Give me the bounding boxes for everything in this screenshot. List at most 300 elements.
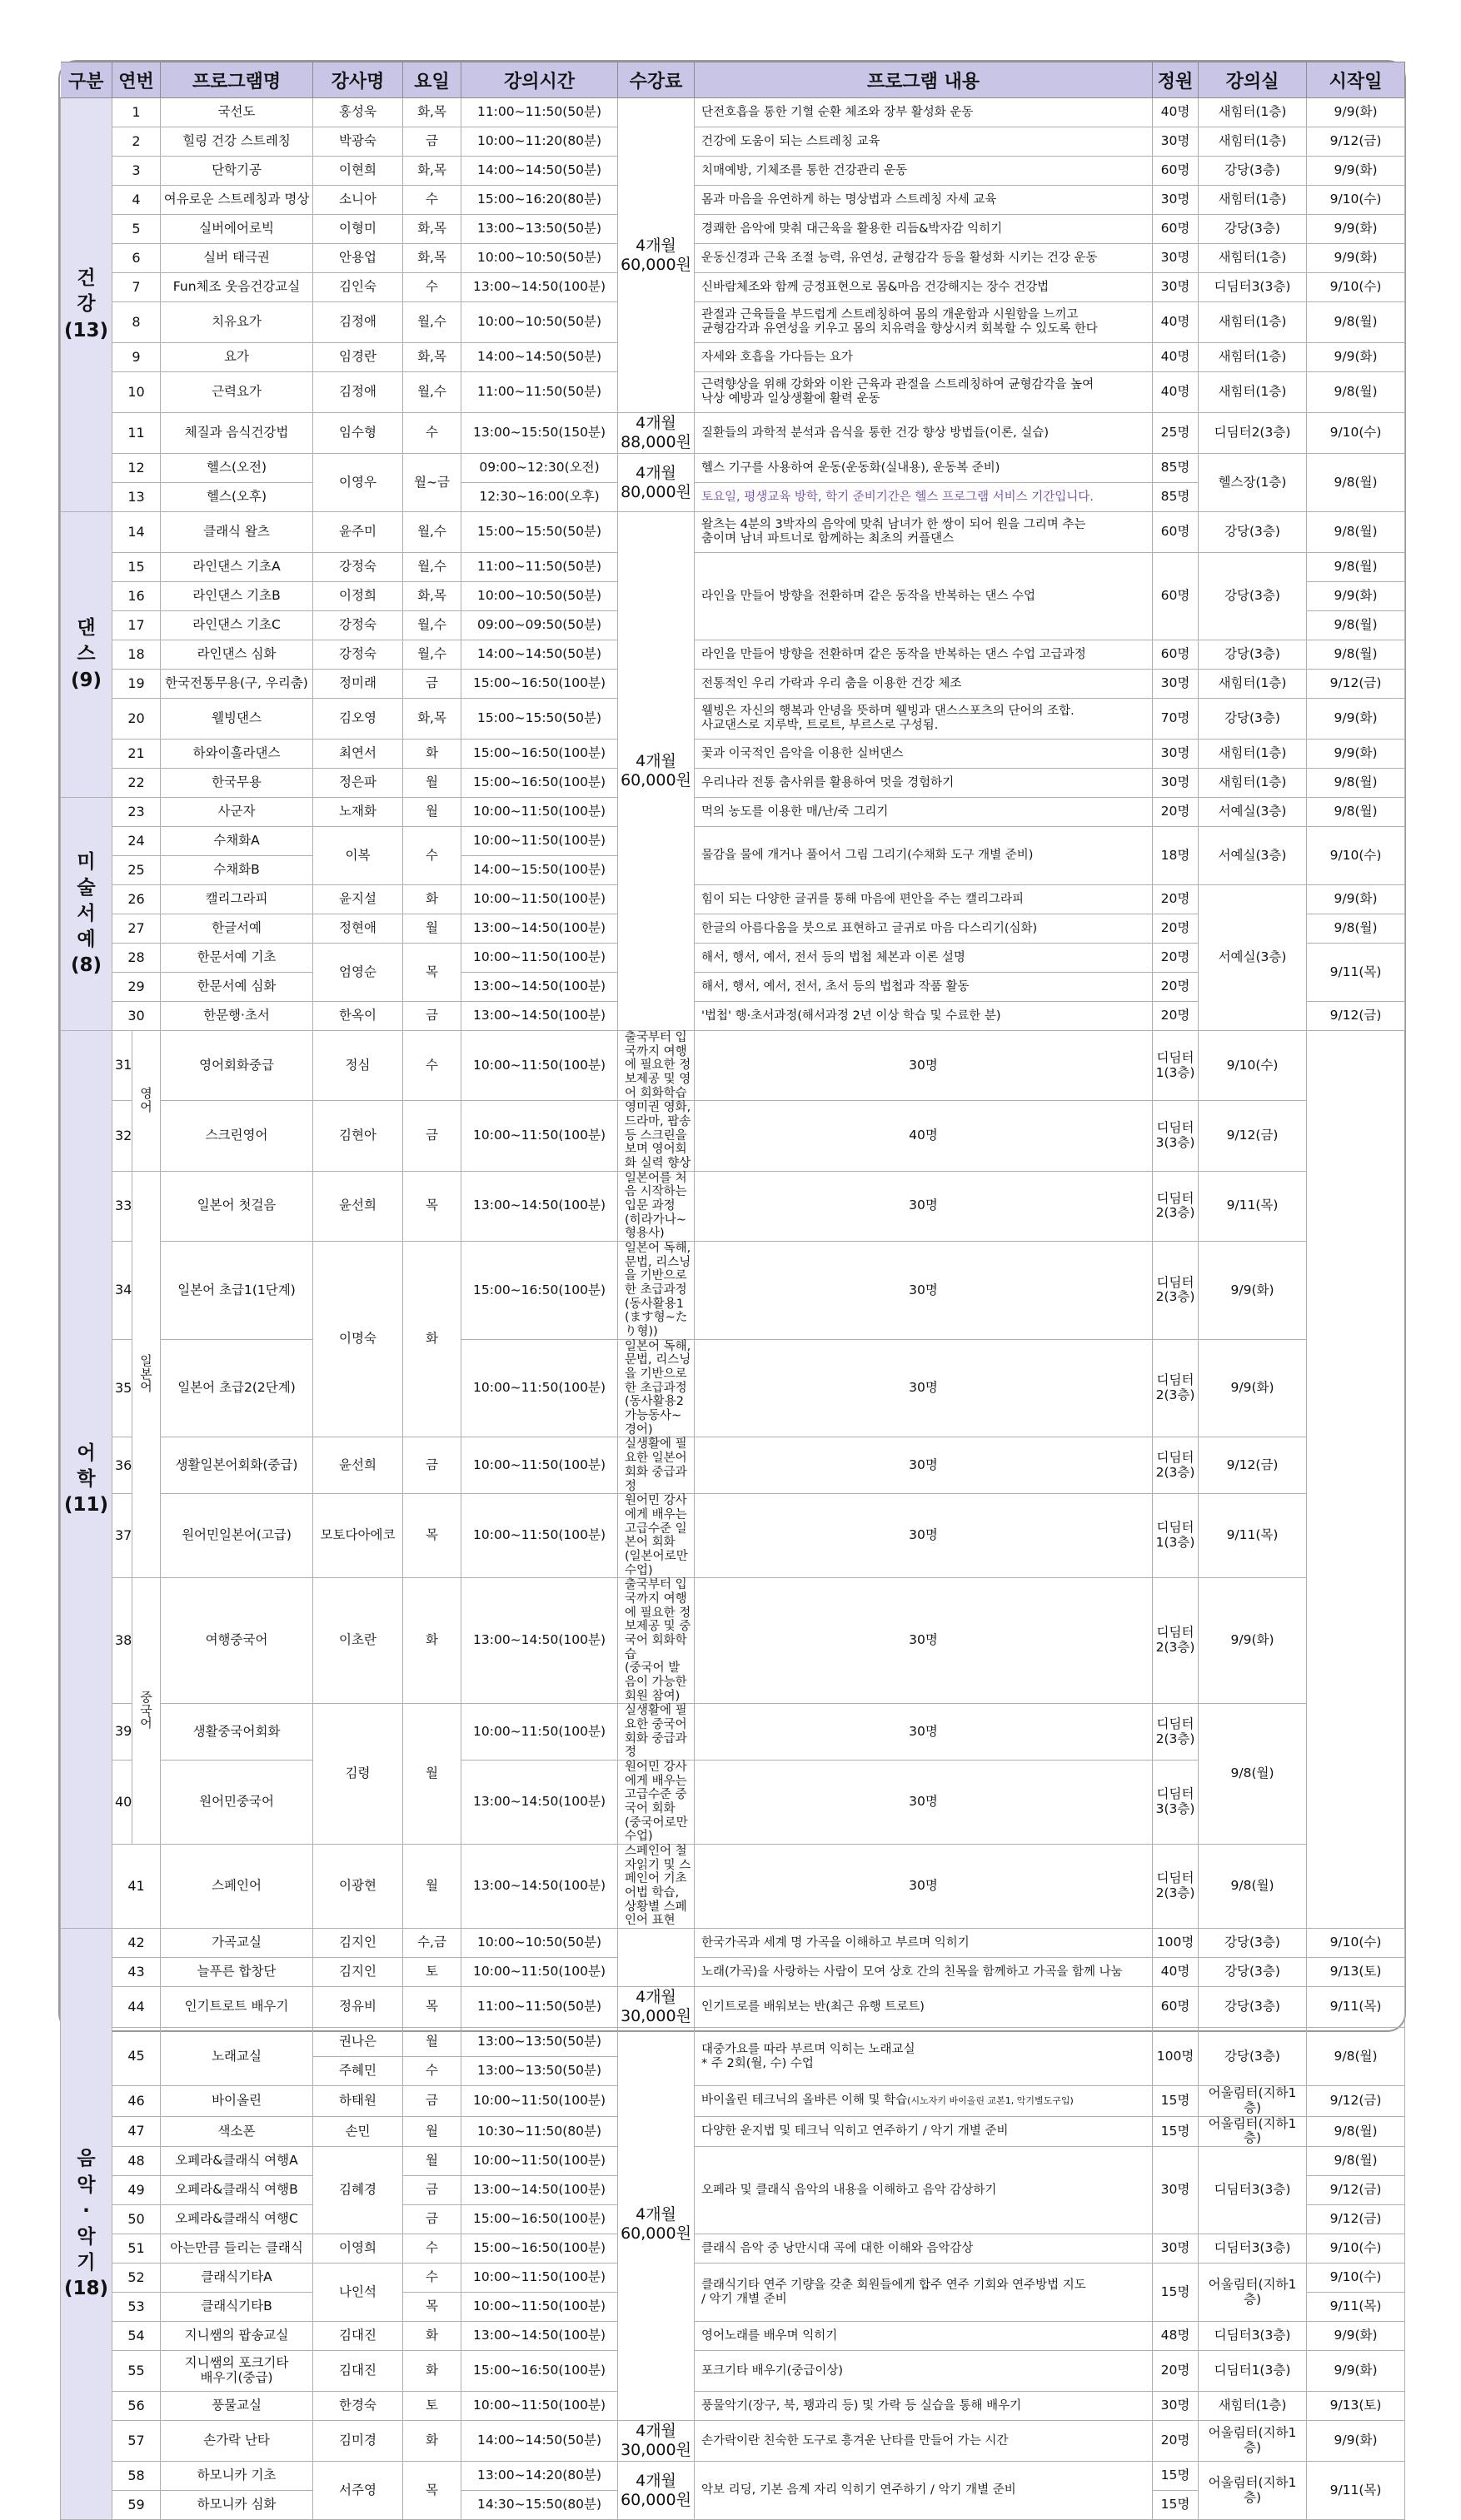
description: 손가락이란 친숙한 도구로 흥겨운 난타를 만들어 가는 시간 <box>695 2421 1153 2462</box>
capacity: 40명 <box>1153 1958 1199 1987</box>
instructor: 정은파 <box>313 769 403 798</box>
day: 화 <box>403 1578 461 1704</box>
room: 강당(3층) <box>1199 640 1307 670</box>
program-name: Fun체조 웃음건강교실 <box>161 273 313 302</box>
description: 자세와 호흡을 가다듬는 요가 <box>695 343 1153 372</box>
time: 11:00~11:50(50분) <box>461 372 618 413</box>
program-name: 지니쌤의 팝송교실 <box>161 2322 313 2351</box>
capacity: 40명 <box>695 1101 1153 1171</box>
start-date: 9/9(화) <box>1307 582 1405 611</box>
start-date: 9/8(월) <box>1307 553 1405 582</box>
program-name: 오페라&클래식 여행C <box>161 2205 313 2234</box>
start-date: 9/8(월) <box>1307 769 1405 798</box>
row-number: 28 <box>112 944 161 973</box>
program-name: 손가락 난타 <box>161 2421 313 2462</box>
start-date: 9/9(화) <box>1307 2351 1405 2392</box>
description: 영미권 영화, 드라마, 팝송 등 스크린을 보며 영어회화 실력 향상 <box>618 1101 695 1171</box>
row-number: 35 <box>112 1339 132 1437</box>
instructor: 정유비 <box>313 1987 403 2028</box>
row-number: 2 <box>112 127 161 157</box>
program-name: 헬스(오후) <box>161 483 313 512</box>
time: 14:00~14:50(50분) <box>461 640 618 670</box>
capacity: 20명 <box>1153 885 1199 914</box>
capacity: 30명 <box>695 1242 1153 1340</box>
time: 10:00~11:50(100분) <box>461 2264 618 2293</box>
program-name: 가곡교실 <box>161 1929 313 1958</box>
program-name: 하와이훌라댄스 <box>161 740 313 769</box>
table-row <box>61 1101 1405 1171</box>
row-number: 17 <box>112 611 161 640</box>
program-name: 오페라&클래식 여행A <box>161 2147 313 2176</box>
day: 화 <box>403 2421 461 2462</box>
row-number: 20 <box>112 699 161 740</box>
description: 왈츠는 4분의 3박자의 음악에 맞춰 남녀가 한 쌍이 되어 원을 그리며 추는 춤이며 남녀 파트너로 함께하는 최초의 커플댄스 <box>695 512 1153 553</box>
time: 13:00~14:50(100분) <box>461 1002 618 1031</box>
start-date: 9/8(월) <box>1307 2116 1405 2147</box>
description-notice: 토요일, 평생교육 방학, 학기 준비기간은 헬스 프로그램 서비스 기간입니다. <box>695 483 1153 512</box>
day: 화,목 <box>403 98 461 127</box>
room: 어울림터(지하1층) <box>1199 2421 1307 2462</box>
row-number: 40 <box>112 1760 132 1844</box>
program-name: 실버에어로빅 <box>161 215 313 244</box>
row-number: 8 <box>112 302 161 343</box>
start-date: 9/8(월) <box>1307 914 1405 944</box>
start-date: 9/11(목) <box>1307 2462 1405 2520</box>
instructor: 노재화 <box>313 798 403 827</box>
row-number: 36 <box>112 1437 132 1494</box>
start-date: 9/9(화) <box>1307 343 1405 372</box>
table-body <box>61 98 1405 2520</box>
capacity: 60명 <box>1153 553 1199 640</box>
start-date: 9/9(화) <box>1307 740 1405 769</box>
start-date: 9/9(화) <box>1199 1339 1307 1437</box>
program-name: 원어민일본어(고급) <box>161 1494 313 1578</box>
row-number: 25 <box>112 856 161 885</box>
day: 금 <box>403 1437 461 1494</box>
table-row <box>61 244 1405 273</box>
day: 월,수 <box>403 640 461 670</box>
program-name: 한문서예 심화 <box>161 973 313 1002</box>
description: 운동신경과 근육 조절 능력, 유연성, 균형감각 등을 활성화 시키는 건강 운동 <box>695 244 1153 273</box>
instructor: 김오영 <box>313 699 403 740</box>
description: 물감을 물에 개거나 풀어서 그림 그리기(수채화 도구 개별 준비) <box>695 827 1153 885</box>
course-schedule-table-frame <box>58 60 1406 2513</box>
room: 디딤터2(3층) <box>1153 1704 1199 1761</box>
capacity: 30명 <box>695 1171 1153 1241</box>
room: 새힘터(1층) <box>1199 740 1307 769</box>
capacity: 30명 <box>695 1844 1153 1928</box>
category-art: 미 술 서 예 (8) <box>61 798 112 1031</box>
table-row <box>61 343 1405 372</box>
room: 새힘터(1층) <box>1199 670 1307 699</box>
table-row <box>61 215 1405 244</box>
table-row <box>61 827 1405 856</box>
capacity: 100명 <box>1153 1929 1199 1958</box>
time: 15:00~16:50(100분) <box>461 2205 618 2234</box>
table-row <box>61 2234 1405 2264</box>
day: 목 <box>403 1494 461 1578</box>
day: 월 <box>403 1704 461 1845</box>
table-row <box>61 127 1405 157</box>
day: 금 <box>403 2086 461 2117</box>
program-name: 헬스(오전) <box>161 454 313 483</box>
time: 10:00~11:50(100분) <box>461 2293 618 2322</box>
row-number: 16 <box>112 582 161 611</box>
time: 10:00~11:50(100분) <box>461 885 618 914</box>
instructor: 윤지설 <box>313 885 403 914</box>
table-row <box>61 769 1405 798</box>
row-number: 37 <box>112 1494 132 1578</box>
day: 화,목 <box>403 699 461 740</box>
start-date: 9/10(수) <box>1307 273 1405 302</box>
day: 수 <box>403 186 461 215</box>
time: 15:00~16:20(80분) <box>461 186 618 215</box>
start-date: 9/11(목) <box>1307 2293 1405 2322</box>
instructor: 강정숙 <box>313 553 403 582</box>
header-capacity: 정원 <box>1153 62 1199 98</box>
description: 근력향상을 위해 강화와 이완 근육과 관절을 스트레칭하여 균형감각을 높여 낙상 예방과 일상생활에 활력 운동 <box>695 372 1153 413</box>
description: 꽃과 이국적인 음악을 이용한 실버댄스 <box>695 740 1153 769</box>
description: 웰빙은 자신의 행복과 안녕을 뜻하며 웰빙과 댄스스포츠의 단어의 조합. 사교댄스로 지루박, 트로트, 부르스로 구성됨. <box>695 699 1153 740</box>
instructor: 이영우 <box>313 454 403 512</box>
row-number: 32 <box>112 1101 132 1171</box>
time: 10:00~10:50(50분) <box>461 1929 618 1958</box>
description: 원어민 강사에게 배우는 고급수준 일본어 회화(일본어로만 수업) <box>618 1494 695 1578</box>
start-date: 9/8(월) <box>1307 2147 1405 2176</box>
instructor: 권나은 <box>313 2028 403 2057</box>
row-number: 21 <box>112 740 161 769</box>
day: 월 <box>403 2116 461 2147</box>
capacity: 30명 <box>1153 2392 1199 2421</box>
room: 강당(3층) <box>1199 1958 1307 1987</box>
program-name: 힐링 건강 스트레칭 <box>161 127 313 157</box>
row-number: 54 <box>112 2322 161 2351</box>
program-name: 사군자 <box>161 798 313 827</box>
row-number: 53 <box>112 2293 161 2322</box>
capacity: 60명 <box>1153 215 1199 244</box>
description: 출국부터 입국까지 여행에 필요한 정보제공 및 영어 회화학습 <box>618 1031 695 1101</box>
row-number: 23 <box>112 798 161 827</box>
table-row <box>61 670 1405 699</box>
start-date: 9/11(목) <box>1199 1494 1307 1578</box>
room: 강당(3층) <box>1199 157 1307 186</box>
start-date: 9/8(월) <box>1307 2028 1405 2086</box>
capacity: 30명 <box>1153 2234 1199 2264</box>
table-row <box>61 553 1405 582</box>
fee: 4개월 30,000원 <box>618 1987 695 2028</box>
description: 먹의 농도를 이용한 매/난/죽 그리기 <box>695 798 1153 827</box>
row-number: 57 <box>112 2421 161 2462</box>
instructor: 임경란 <box>313 343 403 372</box>
capacity: 15명 <box>1153 2264 1199 2322</box>
room: 새힘터(1층) <box>1199 244 1307 273</box>
start-date: 9/8(월) <box>1199 1844 1307 1928</box>
header-fee: 수강료 <box>618 62 695 98</box>
room: 새힘터(1층) <box>1199 98 1307 127</box>
start-date: 9/10(수) <box>1307 827 1405 885</box>
row-number: 43 <box>112 1958 161 1987</box>
row-number: 55 <box>112 2351 161 2392</box>
row-number: 47 <box>112 2116 161 2147</box>
start-date: 9/13(토) <box>1307 1958 1405 1987</box>
row-number: 41 <box>112 1844 161 1928</box>
capacity: 20명 <box>1153 2351 1199 2392</box>
day: 화,목 <box>403 157 461 186</box>
start-date: 9/8(월) <box>1307 454 1405 512</box>
start-date: 9/9(화) <box>1199 1578 1307 1704</box>
program-name: 늘푸른 합창단 <box>161 1958 313 1987</box>
start-date: 9/12(금) <box>1307 2086 1405 2117</box>
capacity: 25명 <box>1153 413 1199 454</box>
time: 10:00~10:50(50분) <box>461 582 618 611</box>
instructor: 김혜경 <box>313 2147 403 2234</box>
start-date: 9/9(화) <box>1199 1242 1307 1340</box>
row-number: 22 <box>112 769 161 798</box>
day: 금 <box>403 2205 461 2234</box>
room: 어울림터(지하1층) <box>1199 2264 1307 2322</box>
instructor: 안용업 <box>313 244 403 273</box>
time: 09:00~12:30(오전) <box>461 454 618 483</box>
room: 디딤터2(3층) <box>1153 1578 1199 1704</box>
description: 라인을 만들어 방향을 전환하며 같은 동작을 반복하는 댄스 수업 고급과정 <box>695 640 1153 670</box>
room: 어울림터(지하1층) <box>1199 2462 1307 2520</box>
start-date: 9/11(목) <box>1307 944 1405 1002</box>
start-date: 9/12(금) <box>1199 1101 1307 1171</box>
day: 월,수 <box>403 611 461 640</box>
capacity: 100명 <box>1153 2028 1199 2086</box>
capacity: 85명 <box>1153 483 1199 512</box>
row-number: 58 <box>112 2462 161 2491</box>
instructor: 손민 <box>313 2116 403 2147</box>
fee: 4개월 60,000원 <box>618 2462 695 2520</box>
instructor: 정현애 <box>313 914 403 944</box>
capacity: 30명 <box>1153 127 1199 157</box>
room: 디딤터1(3층) <box>1199 2351 1307 2392</box>
fee: 4개월 88,000원 <box>618 413 695 454</box>
start-date: 9/10(수) <box>1307 413 1405 454</box>
day: 수 <box>403 2234 461 2264</box>
capacity: 40명 <box>1153 98 1199 127</box>
table-row <box>61 740 1405 769</box>
start-date: 9/13(토) <box>1307 2392 1405 2421</box>
program-name: 실버 태극권 <box>161 244 313 273</box>
table-row <box>61 186 1405 215</box>
instructor: 정심 <box>313 1031 403 1101</box>
capacity: 18명 <box>1153 827 1199 885</box>
row-number: 6 <box>112 244 161 273</box>
instructor: 이정희 <box>313 582 403 611</box>
capacity: 15명 <box>1153 2491 1199 2520</box>
capacity: 20명 <box>1153 798 1199 827</box>
table-row <box>61 1704 1405 1761</box>
description: 실생활에 필요한 중국어 회화 중급과정 <box>618 1704 695 1761</box>
header-description: 프로그램 내용 <box>695 62 1153 98</box>
time: 10:00~11:50(100분) <box>461 1101 618 1171</box>
time: 10:00~11:50(100분) <box>461 944 618 973</box>
room: 디딤터1(3층) <box>1153 1031 1199 1101</box>
program-name: 하모니카 기초 <box>161 2462 313 2491</box>
description: 해서, 행서, 예서, 전서, 초서 등의 법첩과 작품 활동 <box>695 973 1153 1002</box>
row-number: 12 <box>112 454 161 483</box>
room: 디딤터3(3층) <box>1153 1760 1199 1844</box>
table-row <box>61 98 1405 127</box>
row-number: 56 <box>112 2392 161 2421</box>
capacity: 48명 <box>1153 2322 1199 2351</box>
day: 목 <box>403 944 461 1002</box>
table-row <box>61 885 1405 914</box>
description: 원어민 강사에게 배우는 고급수준 중국어 회화(중국어로만 수업) <box>618 1760 695 1844</box>
capacity: 60명 <box>1153 157 1199 186</box>
day: 월,수 <box>403 553 461 582</box>
time: 15:00~16:50(100분) <box>461 740 618 769</box>
start-date: 9/12(금) <box>1307 670 1405 699</box>
capacity: 30명 <box>695 1704 1153 1761</box>
description: 포크기타 배우기(중급이상) <box>695 2351 1153 2392</box>
row-number: 18 <box>112 640 161 670</box>
program-name: 클래식 왈츠 <box>161 512 313 553</box>
program-name: 일본어 초급2(2단계) <box>161 1339 313 1437</box>
room: 디딤터3(3층) <box>1199 273 1307 302</box>
start-date: 9/10(수) <box>1307 186 1405 215</box>
row-number: 31 <box>112 1031 132 1101</box>
row-number: 4 <box>112 186 161 215</box>
time: 13:00~15:50(150분) <box>461 413 618 454</box>
time: 10:00~11:50(100분) <box>461 1031 618 1101</box>
row-number: 29 <box>112 973 161 1002</box>
description: 전통적인 우리 가락과 우리 춤을 이용한 건강 체조 <box>695 670 1153 699</box>
table-row <box>61 2028 1405 2057</box>
time: 14:00~14:50(50분) <box>461 343 618 372</box>
time: 11:00~11:50(50분) <box>461 98 618 127</box>
row-number: 39 <box>112 1704 132 1761</box>
day: 수 <box>403 1031 461 1101</box>
instructor: 임수형 <box>313 413 403 454</box>
program-name: 라인댄스 기초B <box>161 582 313 611</box>
table-row <box>61 1929 1405 1958</box>
time: 13:00~14:50(100분) <box>461 1171 618 1241</box>
row-number: 13 <box>112 483 161 512</box>
description: 단전호흡을 통한 기혈 순환 체조와 장부 활성화 운동 <box>695 98 1153 127</box>
capacity: 20명 <box>1153 973 1199 1002</box>
subcategory-chinese: 중 국 어 <box>132 1578 161 1845</box>
time: 13:00~14:50(100분) <box>461 273 618 302</box>
start-date: 9/12(금) <box>1307 2176 1405 2205</box>
start-date: 9/9(화) <box>1307 699 1405 740</box>
capacity: 40명 <box>1153 302 1199 343</box>
start-date: 9/12(금) <box>1199 1437 1307 1494</box>
room: 디딤터3(3층) <box>1199 2147 1307 2234</box>
day: 금 <box>403 670 461 699</box>
room: 디딤터2(3층) <box>1153 1844 1199 1928</box>
time: 10:00~10:50(50분) <box>461 302 618 343</box>
description: 영어노래를 배우며 익히기 <box>695 2322 1153 2351</box>
room: 강당(3층) <box>1199 2028 1307 2086</box>
row-number: 1 <box>112 98 161 127</box>
row-number: 59 <box>112 2491 161 2520</box>
program-name: 색소폰 <box>161 2116 313 2147</box>
table-row <box>61 372 1405 413</box>
program-name: 일본어 초급1(1단계) <box>161 1242 313 1340</box>
table-row <box>61 2351 1405 2392</box>
description: 노래(가곡)을 사랑하는 사람이 모여 상호 간의 친목을 함께하고 가곡을 함께 나눔 <box>695 1958 1153 1987</box>
description: 한글의 아름다움을 붓으로 표현하고 글귀로 마음 다스리기(심화) <box>695 914 1153 944</box>
time: 13:00~14:50(100분) <box>461 1844 618 1928</box>
instructor: 윤주미 <box>313 512 403 553</box>
room: 서예실(3층) <box>1199 885 1307 1031</box>
row-number: 50 <box>112 2205 161 2234</box>
capacity: 30명 <box>1153 186 1199 215</box>
fee: 4개월 60,000원 <box>618 512 695 1031</box>
capacity: 60명 <box>1153 1987 1199 2028</box>
time: 10:00~11:50(100분) <box>461 2392 618 2421</box>
table-row <box>61 1437 1405 1494</box>
row-number: 45 <box>112 2028 161 2086</box>
time: 15:00~16:50(100분) <box>461 670 618 699</box>
table-row <box>61 2462 1405 2491</box>
start-date: 9/10(수) <box>1307 1929 1405 1958</box>
start-date: 9/9(화) <box>1307 98 1405 127</box>
day: 월 <box>403 2147 461 2176</box>
description: 일본어를 처음 시작하는 입문 과정(히라가나~형용사) <box>618 1171 695 1241</box>
capacity: 20명 <box>1153 944 1199 973</box>
day: 화 <box>403 2322 461 2351</box>
capacity: 20명 <box>1153 2421 1199 2462</box>
program-name: 여행중국어 <box>161 1578 313 1704</box>
description: 실생활에 필요한 일본어 회화 중급과정 <box>618 1437 695 1494</box>
description: 대중가요를 따라 부르며 익히는 노래교실 * 주 2회(월, 수) 수업 <box>695 2028 1153 2086</box>
start-date: 9/8(월) <box>1307 372 1405 413</box>
capacity: 30명 <box>1153 670 1199 699</box>
subcategory-english: 영 어 <box>132 1031 161 1172</box>
header-room: 강의실 <box>1199 62 1307 98</box>
description: 라인을 만들어 방향을 전환하며 같은 동작을 반복하는 댄스 수업 <box>695 553 1153 640</box>
room: 디딤터2(3층) <box>1199 413 1307 454</box>
start-date: 9/8(월) <box>1307 798 1405 827</box>
table-row <box>61 1171 1405 1241</box>
day: 월~금 <box>403 454 461 512</box>
time: 11:00~11:50(50분) <box>461 1987 618 2028</box>
program-name: 인기트로트 배우기 <box>161 1987 313 2028</box>
description: 몸과 마음을 유연하게 하는 명상법과 스트레칭 자세 교육 <box>695 186 1153 215</box>
capacity: 20명 <box>1153 1002 1199 1031</box>
course-schedule-table <box>60 62 1405 2520</box>
program-name: 원어민중국어 <box>161 1760 313 1844</box>
time: 13:00~13:50(50분) <box>461 215 618 244</box>
instructor: 김현아 <box>313 1101 403 1171</box>
room: 새힘터(1층) <box>1199 2392 1307 2421</box>
program-name: 하모니카 심화 <box>161 2491 313 2520</box>
room: 어울림터(지하1층) <box>1199 2116 1307 2147</box>
row-number: 48 <box>112 2147 161 2176</box>
program-name: 단학기공 <box>161 157 313 186</box>
time: 10:00~11:50(100분) <box>461 798 618 827</box>
day: 수 <box>403 273 461 302</box>
program-name: 노래교실 <box>161 2028 313 2086</box>
program-name: 여유로운 스트레칭과 명상 <box>161 186 313 215</box>
room: 새힘터(1층) <box>1199 127 1307 157</box>
instructor: 하태원 <box>313 2086 403 2117</box>
day: 목 <box>403 2462 461 2520</box>
fee: 4개월 30,000원 <box>618 2421 695 2462</box>
time: 10:00~11:50(100분) <box>461 2147 618 2176</box>
start-date: 9/10(수) <box>1307 2234 1405 2264</box>
instructor: 이광현 <box>313 1844 403 1928</box>
description: '법첩' 행·초서과정(해서과정 2년 이상 학습 및 수료한 분) <box>695 1002 1153 1031</box>
fee-spacer <box>618 1929 695 1987</box>
program-name: 일본어 첫걸음 <box>161 1171 313 1241</box>
table-row <box>61 273 1405 302</box>
description: 인기트로를 배워보는 반(최근 유행 트로트) <box>695 1987 1153 2028</box>
